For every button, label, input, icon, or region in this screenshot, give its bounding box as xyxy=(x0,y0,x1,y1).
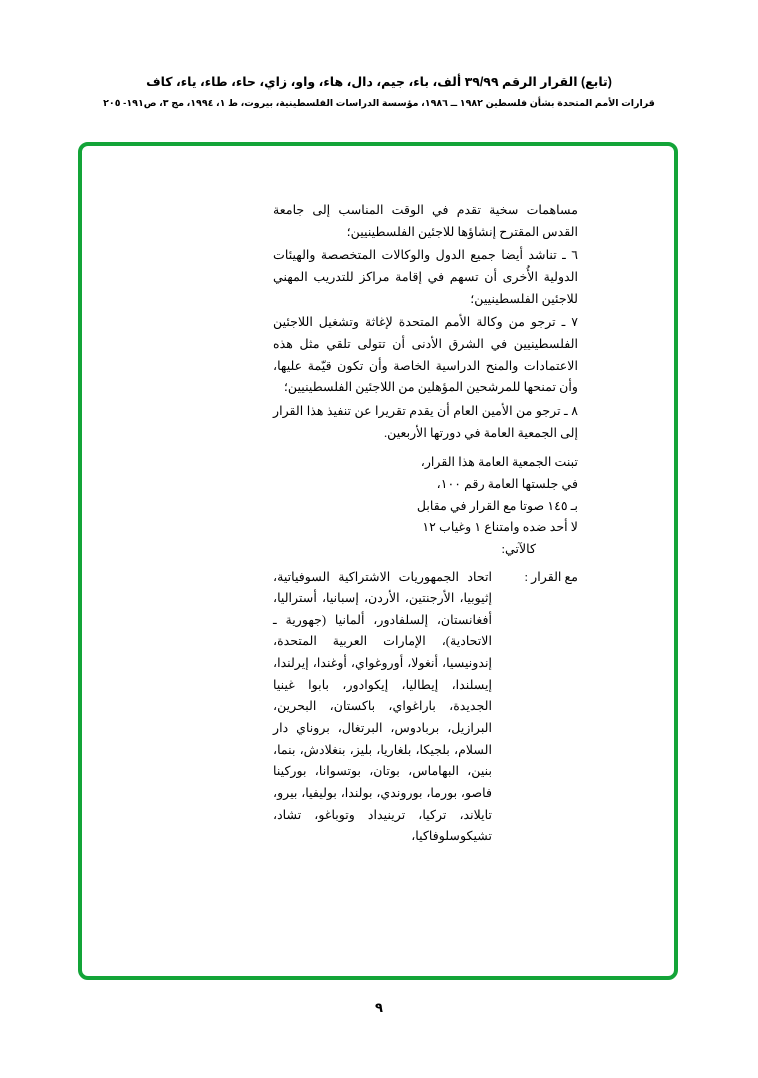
vote-line-2: في جلستها العامة رقم ١٠٠، xyxy=(436,476,578,491)
states-list: اتحاد الجمهوريات الاشتراكية السوفياتية، إثيوبيا، الأرجنتين، الأردن، إسبانيا، أستراليا، أفغانستان، إلسلفادور، ألمانيا (جهورية ـ الاتحادية)، الإمارات العربية المتحدة، إندونيسيا، أنغولا، أوروغواي، أوغندا، إيرلندا، إيسلندا، إيطاليا، إيكوادور، بابوا غينيا الجديدة، باراغواي، باكستان، البحرين، البرازيل، بربادوس، البرتغال، بروناي دار السلام، بلجيكا، بلغاريا، بليز، بنغلادش، بنما، بنين، البهاماس، بوتان، بوتسوانا، بوركينا فاصو، بورما، بوروندي، بولندا، بوليفيا، بيرو، تايلاند، تركيا، ترينيداد وتوباغو، تشاد، تشيكوسلوفاكيا، xyxy=(273,569,492,844)
vote-line-4: لا أحد ضده وامتناع ١ وغياب ١٢ xyxy=(422,520,578,535)
states-label: مع القرار : xyxy=(524,569,578,584)
document-body xyxy=(273,200,578,848)
header-title: (تابع) القرار الرقم ٣٩/٩٩ ألف، باء، جيم، دال، هاء، واو، زاي، حاء، طاء، ياء، كاف xyxy=(146,75,612,89)
paragraph-8: ٨ ـ ترجو من الأمين العام أن يقدم تقريرا عن تنفيذ هذا القرار إلى الجمعية العامة في دورتها الأربعين. xyxy=(273,403,578,440)
states-in-favour xyxy=(273,567,578,849)
vote-line-3: بـ ١٤٥ صوتا مع القرار في مقابل xyxy=(416,498,578,513)
header-subtitle: قرارات الأمم المتحدة بشأن فلسطين ١٩٨٢ ــ ١٩٨٦، مؤسسة الدراسات الفلسطينية، بيروت، ط ١، ١٩٩٤، مج ٣، ص١٩١- ٢٠٥ xyxy=(103,97,655,109)
page-header xyxy=(0,74,758,110)
paragraph-7: ٧ ـ ترجو من وكالة الأمم المتحدة لإغاثة وتشغيل اللاجئين الفلسطينيين في الشرق الأدنى أن تتولى تلقي مثل هذه الاعتمادات والمنح الدراسية الخاصة وأن تكون قيّمة عليها، وأن تمنحها للمرشحين المؤهلين من اللاجئين الفلسطينيين؛ xyxy=(273,315,578,395)
page-number: ٩ xyxy=(375,1000,383,1015)
vote-line-1: تبنت الجمعية العامة هذا القرار، xyxy=(420,455,578,470)
paragraph-continuation: مساهمات سخية تقدم في الوقت المناسب إلى جامعة القدس المقترح إنشاؤها للاجئين الفلسطينيين؛ xyxy=(273,203,578,239)
vote-record xyxy=(273,452,578,539)
paragraph-6: ٦ ـ تناشد أيضا جميع الدول والوكالات المتخصصة والهيئات الدولية الأُخرى أن تسهم في إقامة مراكز للتدريب المهني للاجئين الفلسطينيين؛ xyxy=(273,248,578,306)
vote-breakdown-heading: كالآتي: xyxy=(501,541,536,556)
